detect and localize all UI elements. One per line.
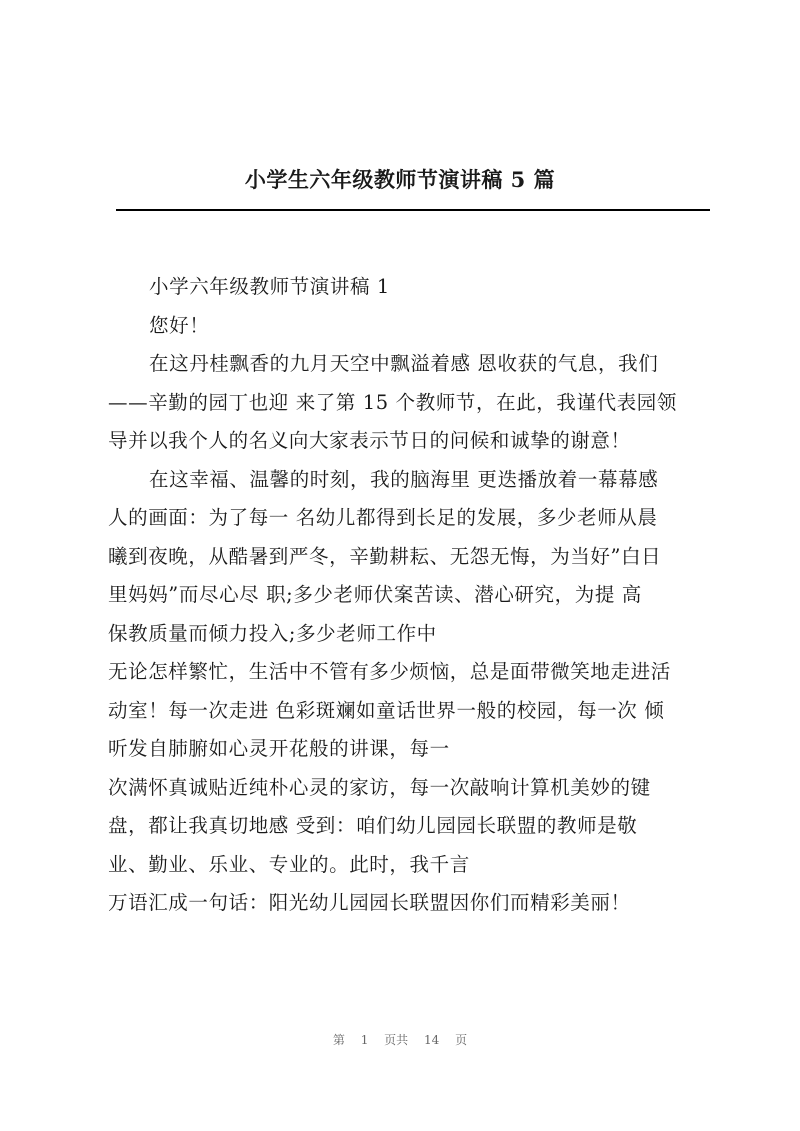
body-line: 曦到夜晚，从酷暑到严冬，辛勤耕耘、无怨无悔，为当好”白日 — [108, 544, 662, 568]
page-footer — [0, 1032, 800, 1048]
total-pages-number: 14 — [424, 1033, 440, 1047]
body-line: 万语汇成一句话：阳光幼儿园园长联盟因你们而精彩美丽！ — [108, 891, 631, 914]
body-line: 次满怀真诚贴近纯朴心灵的家访，每一次敲响计算机美妙的键 — [108, 775, 651, 799]
body-line: 导并以我个人的名义向大家表示节日的问候和诚挚的谢意！ — [108, 429, 631, 452]
body-line: 业、勤业、乐业、专业的。此时，我千言 — [108, 852, 470, 876]
body-line: 动室！每一次走进 色彩斑斓如童话世界一般的校园，每一次 倾 — [108, 698, 665, 722]
document-title: 小学生六年级教师节演讲稿 5 篇 — [244, 167, 556, 192]
body-line: 小学六年级教师节演讲稿 1 — [149, 275, 390, 298]
body-line: 盘，都让我真切地感 受到：咱们幼儿园园长联盟的教师是敬 — [108, 814, 638, 837]
body-line: 您好！ — [149, 313, 210, 337]
body-line: 无论怎样繁忙，生活中不管有多少烦恼，总是面带微笑地走进活 — [108, 660, 671, 683]
title-divider — [116, 209, 710, 211]
page-label-suffix: 页 — [455, 1033, 468, 1047]
document-body — [108, 268, 708, 923]
body-line: 听发自肺腑如心灵开花般的讲课，每一 — [108, 737, 450, 760]
page-label-prefix: 第 — [332, 1033, 345, 1047]
body-line: 在这丹桂飘香的九月天空中飘溢着感 恩收获的气息，我们 — [149, 352, 659, 375]
body-line: 人的画面：为了每一 名幼儿都得到长足的发展，多少老师从晨 — [108, 506, 658, 529]
body-line: 里妈妈”而尽心尽 职;多少老师伏案苦读、潜心研究，为提 高 — [108, 583, 642, 606]
current-page-number: 1 — [360, 1033, 369, 1047]
body-line: 在这幸福、温馨的时刻，我的脑海里 更迭播放着一幕幕感 — [149, 467, 659, 491]
page-label-middle: 页共 — [384, 1033, 409, 1047]
body-line: ——辛勤的园丁也迎 来了第 15 个教师节，在此，我谨代表园领 — [108, 390, 678, 414]
body-line: 保教质量而倾力投入;多少老师工作中 — [108, 621, 437, 645]
